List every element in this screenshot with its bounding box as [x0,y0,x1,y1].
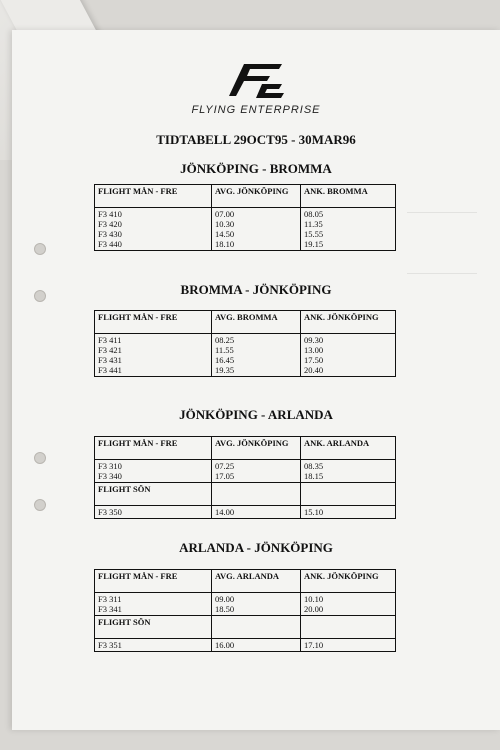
arrival-time: 17.10 [301,639,396,652]
flight-number: F3 350 [95,506,212,519]
flight-numbers: F3 310 F3 340 [95,460,212,483]
table-header-row [95,616,396,639]
route-title: JÖNKÖPING - BROMMA [180,161,332,176]
column-header: AVG. ARLANDA [212,570,301,593]
route-title: JÖNKÖPING - ARLANDA [179,407,333,422]
departure-times: 07.25 17.05 [212,460,301,483]
column-header: FLIGHT MÅN - FRE [95,570,212,593]
route-title: ARLANDA - JÖNKÖPING [179,540,333,555]
show-through-lines [407,212,477,274]
timetable-table [94,436,396,519]
column-header: FLIGHT MÅN - FRE [95,185,212,208]
flight-number: F3 351 [95,639,212,652]
empty-cell [301,616,396,639]
column-header: FLIGHT MÅN - FRE [95,311,212,334]
arrival-times: 09.30 13.00 17.50 20.40 [301,334,396,377]
table-header-row [95,483,396,506]
table-header-row [95,437,396,460]
table-row [95,460,396,483]
table-row [95,334,396,377]
departure-time: 16.00 [212,639,301,652]
table-row [95,208,396,251]
punch-hole [34,452,46,464]
column-header: AVG. BROMMA [212,311,301,334]
punch-hole [34,243,46,255]
column-header: ANK. JÖNKÖPING [301,311,396,334]
column-header: ANK. JÖNKÖPING [301,570,396,593]
table-row [95,639,396,652]
sunday-header: FLIGHT SÖN [95,616,212,639]
brand-name: FLYING ENTERPRISE [191,104,321,116]
empty-cell [301,483,396,506]
departure-time: 14.00 [212,506,301,519]
timetable-table [94,569,396,652]
table-row [95,506,396,519]
table-header-row [95,185,396,208]
route-title: BROMMA - JÖNKÖPING [180,282,332,297]
column-header: ANK. ARLANDA [301,437,396,460]
timetable-table [94,184,396,251]
empty-cell [212,616,301,639]
column-header: FLIGHT MÅN - FRE [95,437,212,460]
arrival-times: 10.10 20.00 [301,593,396,616]
departure-times: 07.00 10.30 14.50 18.10 [212,208,301,251]
arrival-times: 08.05 11.35 15.55 19.15 [301,208,396,251]
timetable-page [12,30,500,730]
page-title: TIDTABELL 29OCT95 - 30MAR96 [156,132,356,147]
table-header-row [95,311,396,334]
departure-times: 09.00 18.50 [212,593,301,616]
arrival-time: 15.10 [301,506,396,519]
fe-monogram-icon [222,60,292,100]
empty-cell [212,483,301,506]
column-header: AVG. JÖNKÖPING [212,437,301,460]
table-header-row [95,570,396,593]
flight-numbers: F3 311 F3 341 [95,593,212,616]
timetable-table [94,310,396,377]
flight-numbers: F3 411 F3 421 F3 431 F3 441 [95,334,212,377]
column-header: ANK. BROMMA [301,185,396,208]
departure-times: 08.25 11.55 16.45 19.35 [212,334,301,377]
flight-numbers: F3 410 F3 420 F3 430 F3 440 [95,208,212,251]
sunday-header: FLIGHT SÖN [95,483,212,506]
punch-hole [34,499,46,511]
arrival-times: 08.35 18.15 [301,460,396,483]
column-header: AVG. JÖNKÖPING [212,185,301,208]
table-row [95,593,396,616]
